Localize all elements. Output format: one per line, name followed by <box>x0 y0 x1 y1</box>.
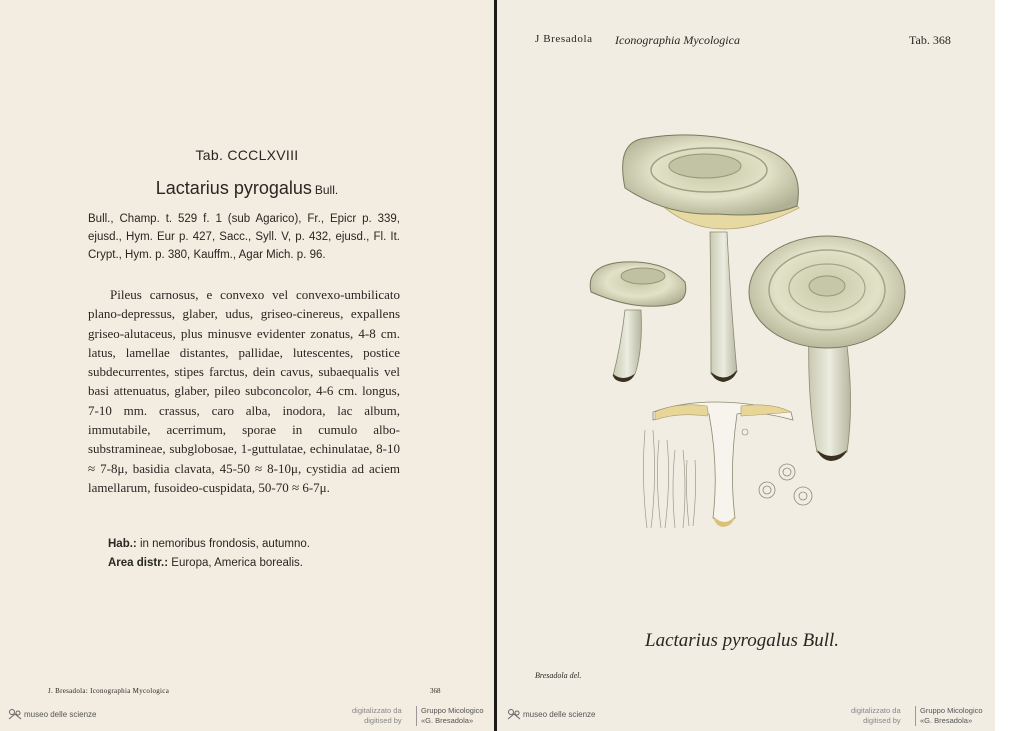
museo-label: museo delle scienze <box>523 709 596 719</box>
species-title <box>0 178 494 199</box>
habitat-text: in nemoribus frondosis, autumno. <box>139 538 310 550</box>
references: Bull., Champ. t. 529 f. 1 (sub Agarico), Fr., Epicr p. 339, ejusd., Hym. Eur p. 427, Sacc., Syll. V, p. 432, ejusd., Fl. It. Crypt., Hym. p. 380, Kauffm., Agar Mich. p. 96. <box>88 213 400 261</box>
digitised-line-2: digitised by <box>863 716 901 725</box>
header-work: Iconographia Mycologica <box>615 33 740 47</box>
museo-logo <box>8 708 96 720</box>
gruppo-line-2: «G. Bresadola» <box>421 716 474 725</box>
plate-caption: Lactarius pyrogalus Bull. <box>645 630 840 651</box>
digitised-line-1: digitalizzato da <box>851 706 901 715</box>
digitised-by <box>352 706 402 726</box>
habitat-label: Hab.: <box>108 538 137 550</box>
museo-logo-icon <box>507 708 521 720</box>
gruppo-line-1: Gruppo Micologico <box>920 706 983 715</box>
right-margin <box>995 0 1018 731</box>
right-page <box>497 0 995 731</box>
digitised-line-1: digitalizzato da <box>352 706 402 715</box>
footer-page-number: 368 <box>430 687 441 695</box>
mushroom-plate-illustration <box>497 0 995 731</box>
left-page <box>0 0 494 731</box>
gruppo-micologico <box>416 706 484 726</box>
footer-citation: J. Bresadola: Iconographia Mycologica <box>48 687 170 695</box>
latin-description: Pileus carnosus, e convexo vel convexo-umbilicato plano-depressus, glaber, udus, griseo-cinereus, expallens griseo-alutaceus, plus minusve evidenter zonatus, 4-8 cm. latus, lamellae distantes, pallidae, lutescentes, postice subdecurrentes, stipes farctus, dein cavus, subaequalis vel basi attenuatus, glaber, pileo subconcolor, 4-6 cm. longus, 7-10 mm. crassus, caro alba, inodora, lac album, immutabile, acerrimum, sporae in cumulo albo-substramineae, subglobosae, 1-guttulatae, echinulatae, 8-10 ≈ 7-8μ, basidia clavata, 45-50 ≈ 8-10μ, cystidia ad aciem lamellarum, fusoideo-cuspidata, 50-70 ≈ 6-7μ. <box>88 287 400 495</box>
tab-heading: Tab. CCCLXVIII <box>195 147 299 163</box>
digitised-line-2: digitised by <box>364 716 402 725</box>
museo-logo-icon <box>8 708 22 720</box>
area-text: Europa, America borealis. <box>171 557 303 569</box>
spores-sketch <box>759 464 812 505</box>
species-name: Lactarius pyrogalus <box>155 178 312 198</box>
artist-credit: Bresadola del. <box>535 671 582 680</box>
habitat-line <box>108 538 310 550</box>
museo-logo-right <box>507 708 595 720</box>
cystidia-basidia-sketch <box>643 430 695 528</box>
gruppo-micologico-right <box>915 706 983 726</box>
mushroom-small-left <box>590 262 686 382</box>
header-author: J Bresadola <box>535 33 593 45</box>
museo-label: museo delle scienze <box>24 709 97 719</box>
species-author: Bull. <box>314 183 339 197</box>
mushroom-right <box>749 236 905 461</box>
gruppo-line-1: Gruppo Micologico <box>421 706 484 715</box>
header-tab: Tab. 368 <box>909 33 951 47</box>
gruppo-line-2: «G. Bresadola» <box>920 716 973 725</box>
area-line <box>108 557 303 569</box>
area-label: Area distr.: <box>108 557 169 569</box>
digitised-by-right <box>851 706 901 726</box>
